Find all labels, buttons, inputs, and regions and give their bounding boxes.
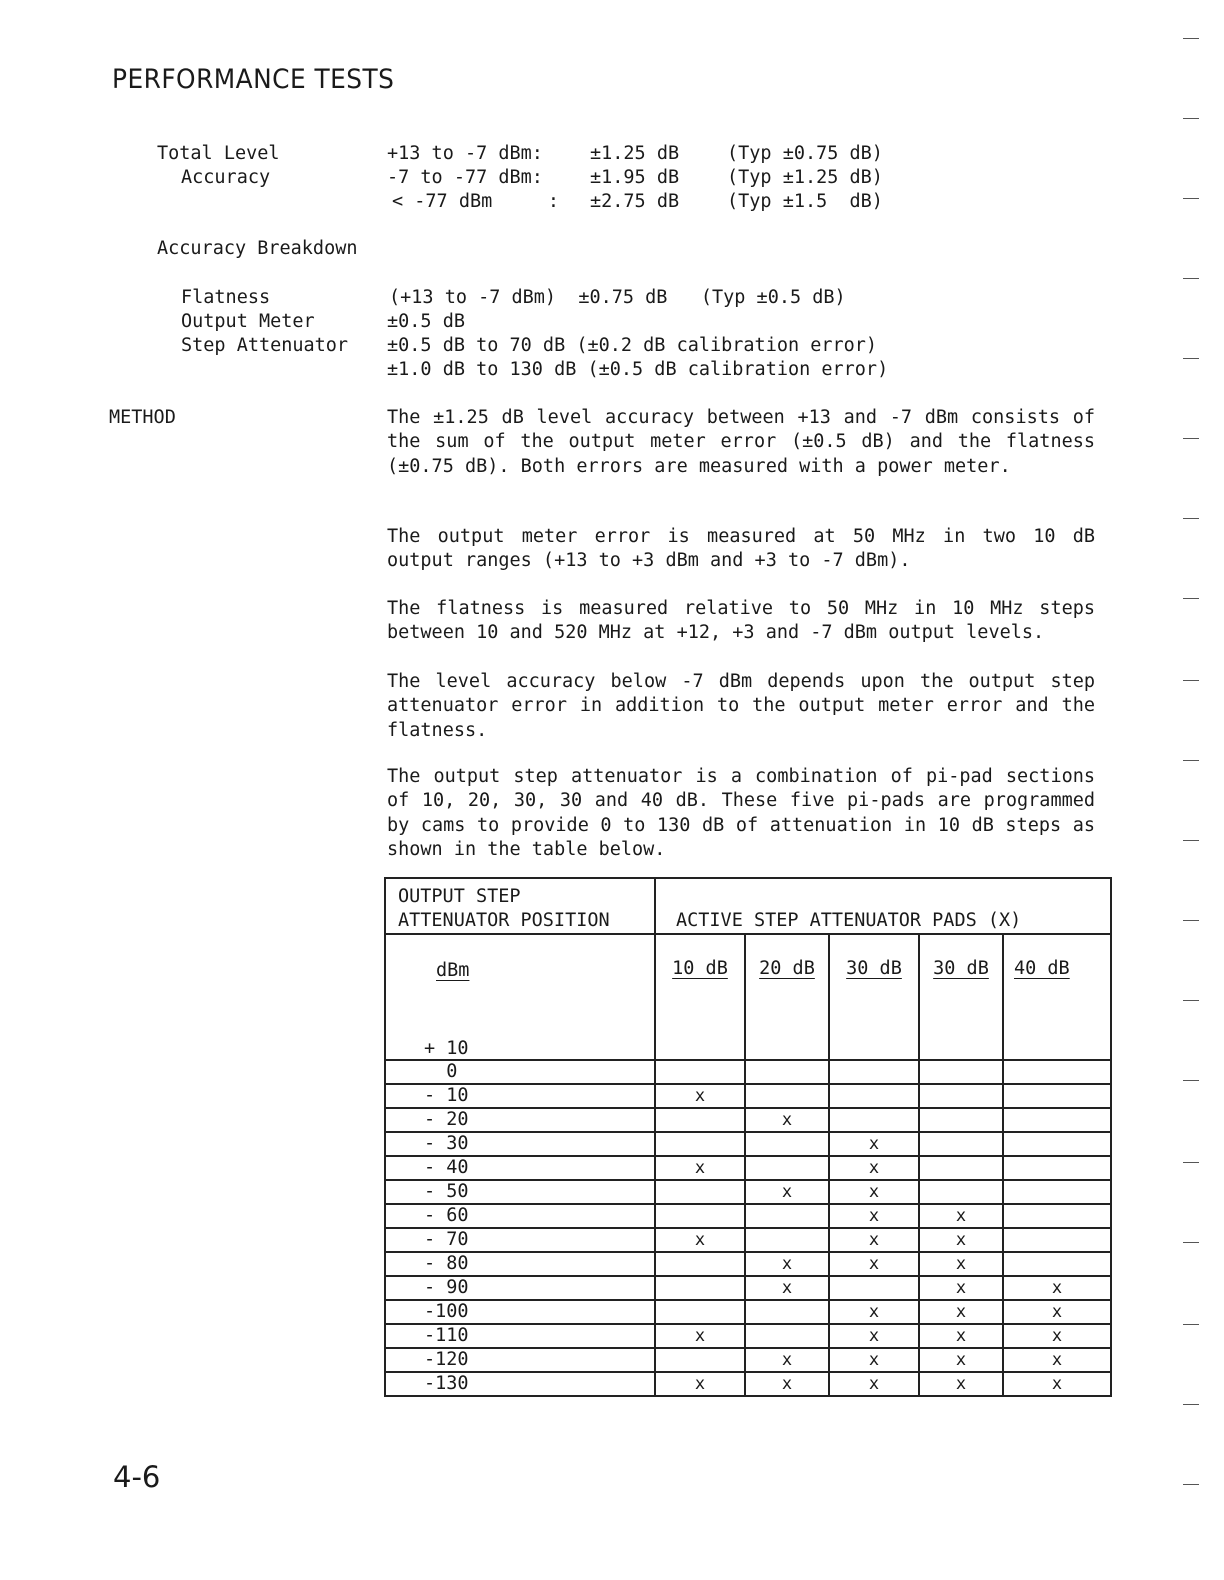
margin-tick bbox=[1183, 438, 1199, 439]
method-paragraph: The ±1.25 dB level accuracy between +13 and -7 dBm consists of the sum of the output meter error (±0.5 dB) and the flatness (±0.75 dB). Both errors are measured with a power meter. bbox=[387, 407, 1095, 477]
pad-cell bbox=[745, 1324, 829, 1348]
pad-cell bbox=[655, 1180, 745, 1204]
dbm-cell: - 40 bbox=[385, 1156, 655, 1180]
pad-header-cell bbox=[919, 934, 1003, 1027]
dbm-cell: 0 bbox=[385, 1060, 655, 1084]
pad-cell: x bbox=[829, 1300, 919, 1324]
margin-tick bbox=[1183, 1404, 1199, 1405]
pad-cell bbox=[829, 1027, 919, 1060]
pad-cell: x bbox=[655, 1372, 745, 1396]
method-label: METHOD bbox=[109, 407, 176, 428]
spec-value: ±2.75 dB bbox=[590, 191, 680, 212]
pad-cell: x bbox=[919, 1372, 1003, 1396]
pad-cell: x bbox=[655, 1156, 745, 1180]
pad-cell: x bbox=[919, 1252, 1003, 1276]
pad-cell: x bbox=[655, 1324, 745, 1348]
margin-tick bbox=[1183, 118, 1199, 119]
pad-header: 20 dB bbox=[759, 958, 815, 979]
pad-cell: x bbox=[655, 1228, 745, 1252]
pad-cell: x bbox=[919, 1228, 1003, 1252]
table-row bbox=[385, 1084, 1111, 1108]
pad-cell: x bbox=[829, 1228, 919, 1252]
position-header-line-2: ATTENUATOR POSITION bbox=[398, 910, 610, 931]
table-row bbox=[385, 1276, 1111, 1300]
spec-value: ±1.25 dB bbox=[590, 143, 680, 164]
table-row bbox=[385, 1300, 1111, 1324]
pad-cell: x bbox=[1003, 1300, 1111, 1324]
pad-cell: x bbox=[919, 1324, 1003, 1348]
step-attenuator-label: Step Attenuator bbox=[181, 335, 349, 356]
step-attenuator-value: ±1.0 dB to 130 dB (±0.5 dB calibration error) bbox=[387, 359, 889, 380]
table-row bbox=[385, 1252, 1111, 1276]
pad-header: 30 dB bbox=[933, 958, 989, 979]
table-row bbox=[385, 1108, 1111, 1132]
pad-cell bbox=[655, 1060, 745, 1084]
dbm-cell: -130 bbox=[385, 1372, 655, 1396]
margin-tick bbox=[1183, 358, 1199, 359]
pad-header-cell bbox=[655, 934, 745, 1027]
pad-cell: x bbox=[745, 1276, 829, 1300]
pad-cell bbox=[655, 1300, 745, 1324]
dbm-cell: -120 bbox=[385, 1348, 655, 1372]
spec-range: -7 to -77 dBm: bbox=[387, 167, 543, 188]
dbm-header: dBm bbox=[436, 960, 470, 981]
dbm-cell: - 80 bbox=[385, 1252, 655, 1276]
pad-header: 40 dB bbox=[1014, 958, 1070, 979]
dbm-cell: -110 bbox=[385, 1324, 655, 1348]
table-row bbox=[385, 1132, 1111, 1156]
table-row bbox=[385, 1060, 1111, 1084]
table-row bbox=[385, 1348, 1111, 1372]
dbm-header-cell bbox=[385, 934, 655, 1027]
margin-tick bbox=[1183, 518, 1199, 519]
pad-header: 30 dB bbox=[846, 958, 902, 979]
pad-cell bbox=[745, 1228, 829, 1252]
margin-tick bbox=[1183, 760, 1199, 761]
table-row bbox=[385, 1180, 1111, 1204]
pad-cell: x bbox=[829, 1156, 919, 1180]
pad-cell: x bbox=[1003, 1276, 1111, 1300]
pad-cell bbox=[745, 1156, 829, 1180]
pad-cell bbox=[1003, 1180, 1111, 1204]
dbm-cell: - 90 bbox=[385, 1276, 655, 1300]
margin-tick bbox=[1183, 1162, 1199, 1163]
pad-cell: x bbox=[745, 1252, 829, 1276]
method-paragraph: The output step attenuator is a combination of pi-pad sections of 10, 20, 30, 30 and 40 dB. These five pi-pads are programmed by cams to provide 0 to 130 dB of attenuation in 10 dB steps as shown in the table below. bbox=[387, 766, 1095, 860]
pad-cell bbox=[655, 1027, 745, 1060]
output-meter-value: ±0.5 dB bbox=[387, 311, 465, 332]
pad-cell bbox=[655, 1252, 745, 1276]
pad-cell: x bbox=[655, 1084, 745, 1108]
pad-cell bbox=[655, 1132, 745, 1156]
dbm-cell: - 20 bbox=[385, 1108, 655, 1132]
pads-header bbox=[655, 878, 1111, 934]
pad-cell bbox=[829, 1084, 919, 1108]
margin-tick bbox=[1183, 198, 1199, 199]
table-row bbox=[385, 1156, 1111, 1180]
margin-tick bbox=[1183, 1484, 1199, 1485]
pad-cell: x bbox=[829, 1180, 919, 1204]
pad-cell bbox=[655, 1276, 745, 1300]
table-row bbox=[385, 1372, 1111, 1396]
pad-cell bbox=[745, 1027, 829, 1060]
pad-cell bbox=[655, 1108, 745, 1132]
table-row bbox=[385, 1204, 1111, 1228]
spec-range: +13 to -7 dBm: bbox=[387, 143, 543, 164]
pad-cell: x bbox=[745, 1108, 829, 1132]
pad-cell bbox=[919, 1060, 1003, 1084]
table-header-row bbox=[385, 878, 1111, 934]
dbm-cell: + 10 bbox=[385, 1027, 655, 1060]
pad-cell bbox=[745, 1060, 829, 1084]
margin-tick bbox=[1183, 1242, 1199, 1243]
pad-cell bbox=[1003, 1108, 1111, 1132]
pad-cell: x bbox=[745, 1372, 829, 1396]
margin-tick bbox=[1183, 38, 1199, 39]
pad-cell bbox=[829, 1108, 919, 1132]
pad-header-cell bbox=[1003, 934, 1111, 1027]
method-paragraph: The flatness is measured relative to 50 MHz in 10 MHz steps between 10 and 520 MHz at +12, +3 and -7 dBm output levels. bbox=[387, 598, 1095, 644]
pad-cell: x bbox=[829, 1132, 919, 1156]
dbm-cell: - 50 bbox=[385, 1180, 655, 1204]
step-attenuator-value: ±0.5 dB to 70 dB (±0.2 dB calibration error) bbox=[387, 335, 878, 356]
margin-tick bbox=[1183, 840, 1199, 841]
pad-cell bbox=[919, 1084, 1003, 1108]
pad-cell bbox=[829, 1276, 919, 1300]
pad-cell: x bbox=[829, 1204, 919, 1228]
spec-typ: (Typ ±1.5 dB) bbox=[727, 191, 883, 212]
pad-cell bbox=[745, 1084, 829, 1108]
pad-cell bbox=[919, 1108, 1003, 1132]
margin-tick bbox=[1183, 920, 1199, 921]
pad-cell bbox=[1003, 1060, 1111, 1084]
dbm-cell: - 10 bbox=[385, 1084, 655, 1108]
dbm-cell: -100 bbox=[385, 1300, 655, 1324]
pad-cell bbox=[1003, 1228, 1111, 1252]
flatness-label: Flatness bbox=[181, 287, 271, 308]
pad-cell: x bbox=[919, 1348, 1003, 1372]
pad-cell: x bbox=[919, 1204, 1003, 1228]
dbm-cell: - 70 bbox=[385, 1228, 655, 1252]
accuracy-label: Accuracy bbox=[181, 167, 271, 188]
method-paragraph: The output meter error is measured at 50 MHz in two 10 dB output ranges (+13 to +3 dBm and +3 to -7 dBm). bbox=[387, 526, 1095, 572]
pad-header-cell bbox=[745, 934, 829, 1027]
pad-cell bbox=[919, 1132, 1003, 1156]
breakdown-heading: Accuracy Breakdown bbox=[157, 238, 358, 259]
pad-cell bbox=[655, 1204, 745, 1228]
pad-cell bbox=[745, 1300, 829, 1324]
pad-cell bbox=[919, 1180, 1003, 1204]
margin-tick bbox=[1183, 598, 1199, 599]
method-paragraph: The level accuracy below -7 dBm depends upon the output step attenuator error in addition to the output meter error and the flatness. bbox=[387, 671, 1095, 741]
dbm-cell: - 30 bbox=[385, 1132, 655, 1156]
output-meter-label: Output Meter bbox=[181, 311, 315, 332]
table-subheader-row bbox=[385, 934, 1111, 1027]
page-number: 4-6 bbox=[113, 1460, 161, 1494]
pad-cell bbox=[829, 1060, 919, 1084]
margin-tick bbox=[1183, 680, 1199, 681]
pad-cell bbox=[745, 1132, 829, 1156]
dbm-cell: - 60 bbox=[385, 1204, 655, 1228]
pad-cell bbox=[1003, 1204, 1111, 1228]
pad-cell bbox=[1003, 1132, 1111, 1156]
pad-cell: x bbox=[1003, 1348, 1111, 1372]
total-level-label: Total Level bbox=[157, 143, 280, 164]
table-body bbox=[385, 1027, 1111, 1396]
margin-tick bbox=[1183, 1324, 1199, 1325]
pad-cell: x bbox=[829, 1324, 919, 1348]
pad-cell bbox=[1003, 1252, 1111, 1276]
pad-cell: x bbox=[745, 1348, 829, 1372]
pad-header: 10 dB bbox=[672, 958, 728, 979]
pad-cell: x bbox=[745, 1180, 829, 1204]
pads-header-label: ACTIVE STEP ATTENUATOR PADS (X) bbox=[676, 910, 1022, 931]
pad-cell bbox=[919, 1156, 1003, 1180]
pad-cell: x bbox=[829, 1372, 919, 1396]
spec-range: < -77 dBm : bbox=[392, 191, 560, 212]
margin-tick bbox=[1183, 1000, 1199, 1001]
pad-cell: x bbox=[829, 1348, 919, 1372]
pad-cell bbox=[745, 1204, 829, 1228]
margin-tick bbox=[1183, 278, 1199, 279]
pad-cell bbox=[1003, 1027, 1111, 1060]
pad-cell bbox=[1003, 1084, 1111, 1108]
pad-cell bbox=[1003, 1156, 1111, 1180]
pad-cell: x bbox=[919, 1276, 1003, 1300]
spec-typ: (Typ ±0.75 dB) bbox=[727, 143, 883, 164]
pad-cell: x bbox=[1003, 1324, 1111, 1348]
pad-cell bbox=[655, 1348, 745, 1372]
pad-cell: x bbox=[919, 1300, 1003, 1324]
table-row bbox=[385, 1228, 1111, 1252]
position-header bbox=[385, 878, 655, 934]
attenuator-table bbox=[384, 877, 1112, 1397]
pad-header-cell bbox=[829, 934, 919, 1027]
margin-tick bbox=[1183, 1080, 1199, 1081]
table-row bbox=[385, 1027, 1111, 1060]
position-header-line-1: OUTPUT STEP bbox=[398, 886, 521, 907]
spec-value: ±1.95 dB bbox=[590, 167, 680, 188]
spec-typ: (Typ ±1.25 dB) bbox=[727, 167, 883, 188]
flatness-value: (+13 to -7 dBm) ±0.75 dB (Typ ±0.5 dB) bbox=[389, 287, 846, 308]
table-row bbox=[385, 1324, 1111, 1348]
page-title: PERFORMANCE TESTS bbox=[112, 64, 395, 95]
pad-cell: x bbox=[829, 1252, 919, 1276]
pad-cell bbox=[919, 1027, 1003, 1060]
pad-cell: x bbox=[1003, 1372, 1111, 1396]
